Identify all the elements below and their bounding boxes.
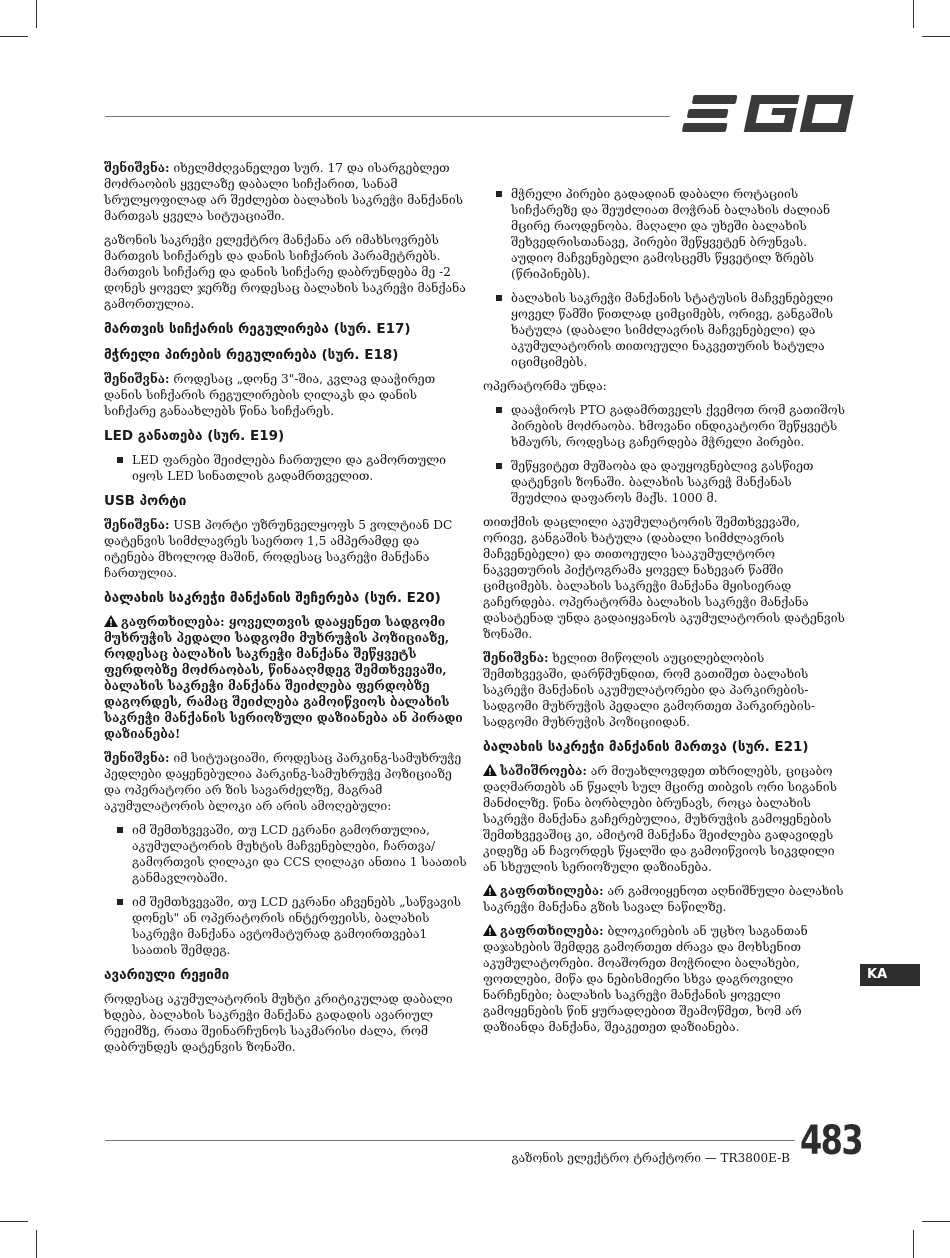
note-label: შენიშვნა: (104, 372, 170, 386)
bullet-square-icon (496, 407, 502, 413)
note-label: შენიშვნა: (104, 751, 170, 765)
crop-mark-tr-h (922, 36, 950, 37)
emergency-effects-list (483, 186, 848, 370)
note-label: შენიშვნა: (104, 161, 170, 175)
list-item (483, 290, 848, 370)
crop-mark-bl-v (36, 1230, 37, 1258)
crop-mark-br-h (922, 1221, 950, 1222)
heading-led: LED განათება (სურ. E19) (104, 428, 285, 444)
page-number: 483 (800, 1118, 862, 1164)
footer-document-title: გაზონის ელექტრო ტრაქტორი — TR3800E-B (511, 1151, 790, 1165)
heading-blade-speed: მჭრელი პირების რეგულირება (სურ. E18) (104, 347, 399, 363)
list-item-text: შეწყვიტეთ მუშაობა და დაუყოვნებლივ გასწიეთ დატენვის ზონაში. ბალახის საკრეჭ მანქანას შეუძლია დაფაროს მაქს. 1000 მ. (511, 459, 814, 505)
operator-label: ოპერატორმა უნდა: (483, 379, 607, 393)
led-list (104, 452, 469, 484)
depleted-battery-paragraph: თითქმის დაცლილი აკუმულატორის შემთხვევაში, ორივე, განგაშის ხატულა (დაბალი სიმძლავრის მაჩვენებელი) და თითოეული სააკუმულტორო ნაკვეთურის პიქტოგრამა ყოველ ნახევარ წამში ციმციმებს. ბალახის საკრეჭი მანქანა მყისიერად გაჩერდება. ოპერატორმა ბალახის საკრეჭი მანქანა დასატენად უნდა გადაიყვანოს აკუმულატორის დატენვის ზონაში. (483, 515, 845, 641)
language-tab: KA (860, 964, 920, 986)
note-text: USB პორტი უზრუნველყოფს 5 ვოლტიან DC დატენვის სიმძლავრეს საერთო 1,5 ამპერამდე და იტენება მხოლოდ მაშინ, როდესაც საკრეჭი მანქანა ჩართულია. (104, 518, 453, 580)
warning-triangle-icon (483, 764, 497, 776)
list-item-text: იმ შემთხვევაში, თუ LCD ეკრანი აჩვენებს „საწვავის დონეს" ან ოპერატორის ინტერფეისს, ბალახის საკრეჭი მანქანა ავტომატურად გამოირთვება1 საათის შემდეგ. (132, 895, 462, 957)
list-item-text: LED ფარები შეიძლება ჩართული და გამორთული იყოს LED სინათლის გადამრთველით. (132, 453, 446, 483)
header-rule (105, 116, 670, 117)
note-paragraph (104, 517, 469, 581)
operator-list (483, 402, 848, 506)
heading-stopping: ბალახის საკრეჭი მანქანის შეჩერება (სურ. E20) (104, 590, 441, 606)
note-text: იხელმძღვანელეთ სურ. 17 და ისარგებლეთ მოძრაობის ყველაზე დაბალი სიჩქარით, სანამ სრულყოფილად არ შეძლებთ ბალახის საკრეჭი მანქანის მართვას ყველა სიტუაციაში. (104, 161, 464, 223)
note-text: იმ სიტუაციაში, როდესაც პარკინგ-სამუხრუჭე პედლები დაყენებულია პარკინგ-სამუხრუჭე პოზიციაზე და ოპერატორი არ ზის სავარძელზე, მაგრამ აკუმულატორის ბლოკი არ არის ამოღებული: (104, 751, 462, 813)
crop-mark-tr-v (913, 0, 914, 28)
warning-paragraph (104, 614, 469, 742)
heading-drive-speed: მართვის სიჩქარის რეგულირება (სურ. E17) (104, 321, 411, 337)
list-item-text: ბალახის საკრეჭი მანქანის სტატუსის მაჩვენებელი ყოველ წამში წითლად ციმციმებს, ორივე, განგაშის ხატულა (დაბალი სიმძლავრის მაჩვენებელი) და აკუმულატორის თითოეული ნაკვეთურის ხატულა იციმციმებს. (511, 291, 834, 369)
bullet-square-icon (496, 463, 502, 469)
list-item-text: დააჭიროს PTO გადამრთველს ქვემოთ რომ გათიშოს პირების მოძრაობა. ხმოვანი ინდიკატორი შეწყვეტს ხმაურს, როდესაც გაჩერდება მჭრელი პირები. (511, 403, 846, 449)
warning-label: გაფრთხილება: (500, 924, 604, 938)
footer-rule (105, 1140, 795, 1141)
list-item (483, 402, 848, 450)
list-item-text: მჭრელი პირები გადადიან დაბალი როტაციის სიჩქარეზე და შეუძლიათ მოჭრან ბალახის ძალიან მცირე რაოდენობა. მაღალი და უხეში ბალახის შეხვედრისთანავე, პირები შეწყვეტენ ბრუნვას. აუდიო მაჩვენებელი გამოსცემს წყვეტილ ზრებს (წრიპინებს). (511, 187, 831, 281)
bullet-square-icon (117, 457, 123, 463)
bullet-square-icon (117, 899, 123, 905)
note-paragraph (483, 650, 848, 730)
warning-label: გაფრთხილება: (500, 884, 604, 898)
crop-mark-tl-h (0, 36, 28, 37)
list-item (104, 822, 469, 886)
crop-mark-bl-h (0, 1221, 28, 1222)
bullet-square-icon (496, 295, 502, 301)
note-label: შენიშვნა: (104, 518, 170, 532)
right-column (483, 186, 848, 1043)
memory-paragraph: გაზონის საკრეჭი ელექტრო მანქანა არ იმახსოვრებს მართვის სიჩქარეს და დანის სიჩქარის პარამეტრებს. მართვის სიჩქარე და დანის სიჩქარე დაბრუნდება მე -2 დონეს ყოველ ჯერზე როდესაც ბალახის საკრეჭი მანქანა გამორთულია. (104, 233, 466, 311)
warning-triangle-icon (483, 884, 497, 896)
danger-label: საშიშროება: (500, 764, 587, 778)
warning-paragraph (483, 923, 848, 1035)
list-item (483, 186, 848, 282)
heading-emergency-mode: ავარიული რეჟიმი (104, 967, 230, 983)
warning-triangle-icon (104, 615, 118, 627)
heading-usb: USB პორტი (104, 493, 187, 509)
ego-logo (680, 93, 855, 135)
crop-mark-br-v (913, 1230, 914, 1258)
parking-list (104, 822, 469, 958)
list-item (483, 458, 848, 506)
bullet-square-icon (496, 191, 502, 197)
danger-text: არ მიუახლოვდეთ თხრილებს, ციცაბო დაღმართებს ან წყალს სულ მცირე თიბვის ორი სიგანის მანძილზე. წინა ბორბლები ბრუნავს, როცა ბალახის საკრეჭი მანქანა გაჩერებულია, მუხრუჭის გამოყენების შემთხვევაშიც კი, ამიტომ მანქანა შეიძლება გადავიდეს კიდეზე ან ჩავორდეს წყალში და გამოიწვიოს სიკვდილი ან სხეულის სერიოზული დაზიანება. (483, 764, 838, 874)
crop-mark-tl-v (36, 0, 37, 28)
note-text: ხელით მიწოლის აუცილებლობის შემთხვევაში, დარწმუნდით, რომ გათიშეთ ბალახის საკრეჭი მანქანის აკუმულატორები და პარკირების-სადგომი მუხრუჭის პედალი გამორთეთ პარკირების-სადგომი მუხრუჭის პოზიციიდან. (483, 651, 816, 729)
emergency-paragraph: როდესაც აკუმულატორის მუხტი კრიტიკულად დაბალი ხდება, ბალახის საკრეჭი მანქანა გადადის ავარიულ რეჟიმზე, რათა შეინარჩუნოს საკმარისი ძალა, რომ დაბრუნდეს დატენვის ზონაში. (104, 992, 453, 1054)
list-item (104, 452, 469, 484)
heading-driving: ბალახის საკრეჭი მანქანის მართვა (სურ. E21) (483, 739, 809, 755)
note-text: როდესაც „დონე 3"-შია, კვლავ დააჭირეთ დანის სიჩქარის რეგულირების ღილაკს და დანის სიჩქარე განაახლებს წინა სიჩქარეს. (104, 372, 436, 418)
warning-paragraph (483, 883, 848, 915)
warning-text: ყოველთვის დააყენეთ სადგომი მუხრუჭის პედალი სადგომი მუხრუჭის პოზიციაზე, როდესაც ბალახის საკრეჭი მანქანა შეწყვეტს ფერდობზე მოძრაობას, წინააღმდეგ შემთხვევაში, ბალახის საკრეჭი მანქანა შეიძლება ფერდობზე დაგორდეს, რამაც შეიძლება გამოიწვიოს ბალახის საკრეჭი მანქანის სერიოზული დაზიანება ან პირადი დაზიანება! (104, 615, 463, 741)
bullet-square-icon (117, 827, 123, 833)
note-paragraph (104, 371, 469, 419)
warning-label: გაფრთხილება: (121, 615, 225, 629)
warning-text: ბლოკირების ან უცხო საგანთან დაჯახების შემდეგ გამორთეთ ძრავა და მოხსენით აკუმულატორები. მოაშორეთ მოჭრილი ბალახები, ფოთლები, მიწა და ნებისმიერი სხვა დაგროვილი ნარჩენები; ბალახის საკრეჭი მანქანის ყოველი გამოყენების წინ ყურადღებით შეამოწმეთ, ხომ არ დაზიანდა მანქანა, შეაკეთეთ დაზიანება. (483, 924, 808, 1034)
warning-text: არ გამოიყენოთ აღნიშნული ბალახის საკრეჭი მანქანა გზის სავალ ნაწილზე. (483, 884, 844, 914)
left-column (104, 160, 469, 1063)
danger-paragraph (483, 763, 848, 875)
note-paragraph (104, 750, 469, 814)
list-item (104, 894, 469, 958)
warning-triangle-icon (483, 924, 497, 936)
list-item-text: იმ შემთხვევაში, თუ LCD ეკრანი გამორთულია, აკუმულატორის მუხტის მაჩვენებლები, ჩართვა/გამორთვის ღილაკი და CCS ღილაკი ანთია 1 საათის განმავლობაში. (132, 823, 467, 885)
note-paragraph (104, 160, 469, 224)
note-label: შენიშვნა: (483, 651, 549, 665)
